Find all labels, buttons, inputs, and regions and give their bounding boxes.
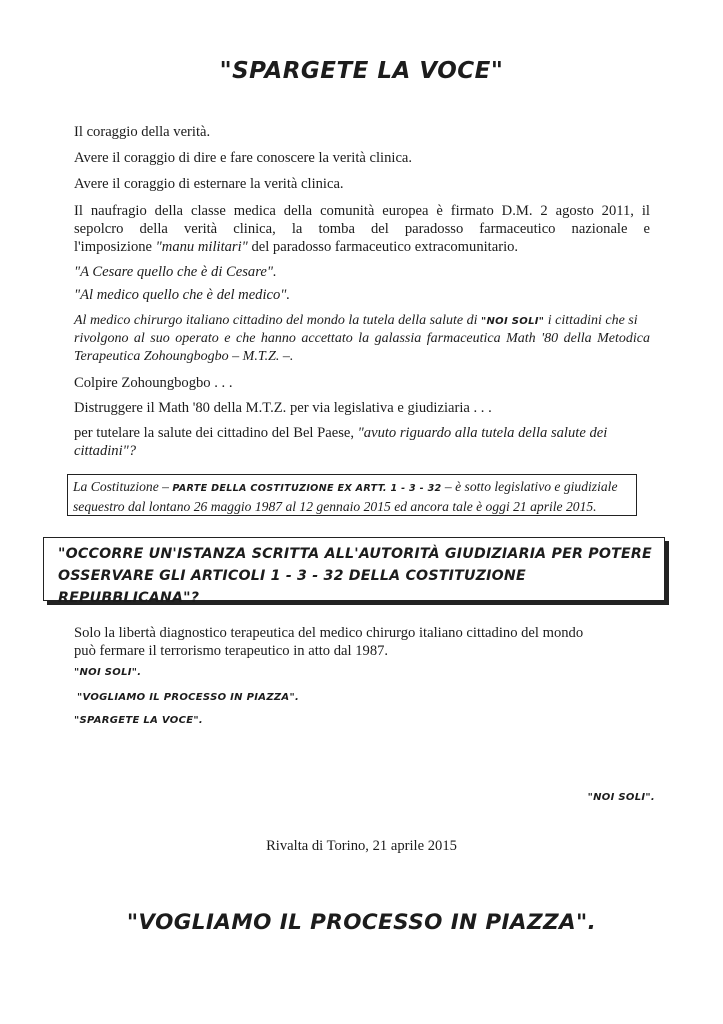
text-run: La Costituzione – [73,479,173,494]
box-line: sequestro dal lontano 26 maggio 1987 al 12 gennaio 2015 ed ancora tale è oggi 21 aprile 2015. [73,498,597,514]
noi-soli-caps: "NOI SOLI" [481,316,545,327]
slogan-processo: "VOGLIAMO IL PROCESSO IN PIAZZA". [77,692,300,703]
costituzione-caps: PARTE DELLA COSTITUZIONE EX ARTT. 1 - 3 - 32 [172,483,442,494]
box-line: "OCCORRE UN'ISTANZA SCRITTA ALL'AUTORITÀ GIUDIZIARIA PER POTERE [58,546,652,562]
paragraph-line: Il naufragio della classe medica della comunità europea è firmato D.M. 2 agosto 2011, il [74,203,650,219]
paragraph-line: può fermare il terrorismo terapeutico in atto dal 1987. [74,643,389,659]
text-run: per tutelare la salute dei cittadino del Bel Paese, [74,425,358,441]
closing-title: "VOGLIAMO IL PROCESSO IN PIAZZA". [126,910,597,935]
text-run: Al medico chirurgo italiano cittadino del mondo la tutela della salute di [74,313,481,328]
italic-phrase: "manu militari" [155,239,248,255]
costituzione-box [67,474,637,516]
place-date: Rivalta di Torino, 21 aprile 2015 [266,838,457,854]
paragraph-line: cittadini"? [74,443,137,459]
paragraph-line [74,238,650,256]
paragraph-line [74,424,650,442]
slogan-spargete: "SPARGETE LA VOCE". [74,715,203,726]
intro-line-1: Il coraggio della verità. [74,124,211,140]
paragraph-line: Terapeutica Zohoungbogbo – M.T.Z. –. [74,349,294,364]
italic-phrase: "avuto riguardo alla tutela della salute dei [357,425,608,441]
signature-noi-soli: "NOI SOLI". [587,792,655,803]
text-run: l'imposizione [74,239,156,255]
distruggere-line: Distruggere il Math '80 della M.T.Z. per via legislativa e giudiziaria . . . [74,400,492,416]
paragraph-line: sepolcro della verità clinica, la tomba del paradosso farmaceutico nazionale e [74,221,650,237]
text-run: del paradosso farmaceutico extracomunitario. [247,239,519,255]
paragraph-line: rivolgono al suo operato e che hanno accettato la galassia farmaceutica Math '80 della Metodica [74,331,650,346]
intro-line-2: Avere il coraggio di dire e fare conoscere la verità clinica. [74,150,413,166]
page-title: "SPARGETE LA VOCE" [219,58,504,84]
colpire-line: Colpire Zohoungbogbo . . . [74,375,233,391]
text-run: i cittadini che si [544,313,638,328]
paragraph-line [74,312,650,331]
paragraph-line: Solo la libertà diagnostico terapeutica del medico chirurgo italiano cittadino del mondo [74,625,584,641]
text-run: – è sotto legislativo e giudiziale [441,479,618,494]
box-line: OSSERVARE GLI ARTICOLI 1 - 3 - 32 DELLA COSTITUZIONE REPUBBLICANA"? [58,568,526,606]
quote-cesare: "A Cesare quello che è di Cesare". [74,264,277,280]
slogan-noi-soli: "NOI SOLI". [74,667,142,678]
question-box [43,537,665,606]
box-line [73,478,632,498]
intro-line-3: Avere il coraggio di esternare la verità clinica. [74,176,344,192]
quote-medico: "Al medico quello che è del medico". [74,287,291,303]
